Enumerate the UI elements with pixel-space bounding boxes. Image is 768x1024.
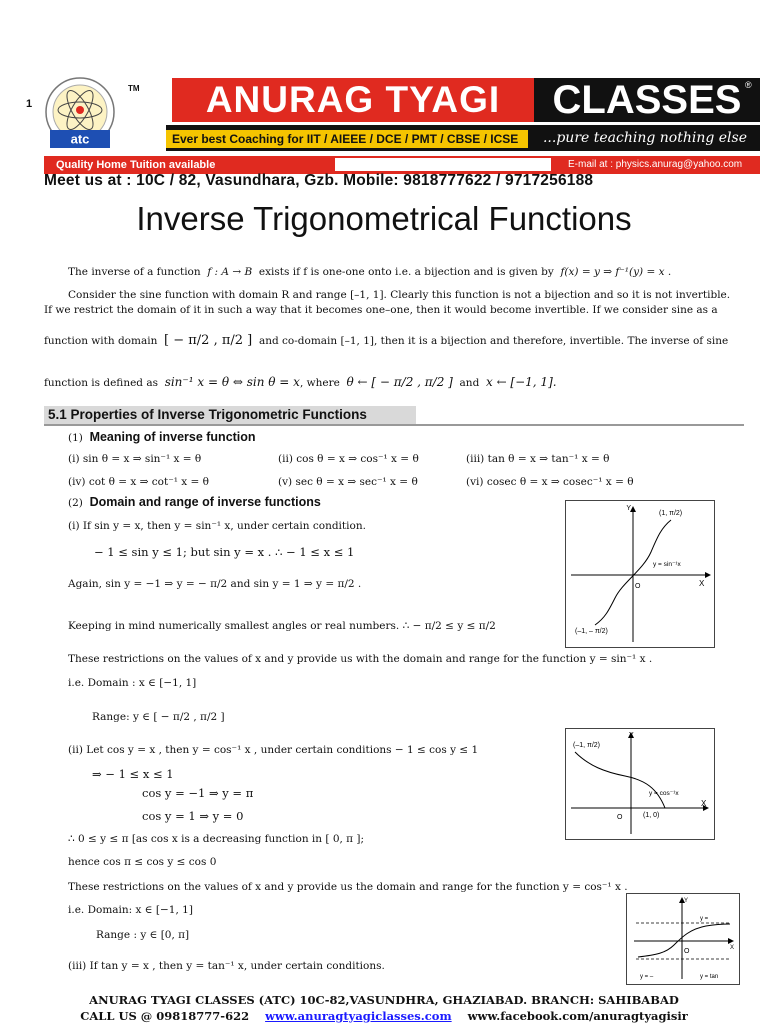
registered-mark: ®: [745, 80, 752, 90]
svg-text:O: O: [635, 583, 641, 590]
meaning-row-2c: (vi) cosec θ = x ⇒ cosec⁻¹ x = θ: [466, 476, 634, 488]
footer-website-link[interactable]: www.anuragtyagiclasses.com: [265, 1009, 452, 1023]
sin-line-7: Range: y ∈ [ − π/2 , π/2 ]: [92, 711, 225, 723]
meaning-row-2b: (v) sec θ = x ⇒ sec⁻¹ x = θ: [278, 476, 418, 488]
meaning-row-1c: (iii) tan θ = x ⇒ tan⁻¹ x = θ: [466, 453, 610, 465]
cos-line-9: Range : y ∈ [0, π]: [96, 929, 190, 941]
website-text[interactable]: Website : www.anuragtyagiclasses.com: [335, 158, 551, 171]
meaning-row-2a: (iv) cot θ = x ⇒ cot⁻¹ x = θ: [68, 476, 209, 488]
svg-text:Y: Y: [629, 732, 634, 739]
tan-line-1: (iii) If tan y = x , then y = tan⁻¹ x, under certain conditions.: [68, 960, 385, 972]
svg-text:y = –: y = –: [640, 974, 654, 980]
sin-line-4: Keeping in mind numerically smallest angles or real numbers. ∴ − π/2 ≤ y ≤ π/2: [68, 620, 496, 632]
footer-facebook-link[interactable]: www.facebook.com/anuragtyagisir: [467, 1009, 688, 1023]
cos-line-3: cos y = −1 ⇒ y = π: [142, 786, 254, 800]
svg-text:X: X: [699, 579, 705, 588]
page-number: 1: [26, 98, 33, 110]
sin-line-3: Again, sin y = −1 ⇒ y = − π/2 and sin y = 1 ⇒ y = π/2 .: [68, 578, 362, 590]
svg-text:Y: Y: [626, 505, 631, 512]
cos-line-8: i.e. Domain: x ∈ [−1, 1]: [68, 904, 193, 916]
email-text[interactable]: E-mail at : physics.anurag@yahoo.com: [568, 159, 743, 170]
intro-line-5: function is defined as sin⁻¹ x = θ ⇔ sin θ = x, where θ ← [ − π/2 , π/2 ] and x ← [−1, 1].: [44, 375, 557, 389]
intro-line-1: The inverse of a function f : A → B exists if f is one-one onto i.e. a bijection and is given by f(x) = y ⇒ f⁻¹(y) = x .: [68, 266, 672, 278]
graph-arccos: [565, 728, 715, 840]
coaching-banner: Ever best Coaching for IIT / AIEEE / DCE / PMT / CBSE / ICSE: [166, 130, 528, 148]
cos-line-6: hence cos π ≤ cos y ≤ cos 0: [68, 856, 217, 868]
sin-line-5: These restrictions on the values of x and y provide us with the domain and range for the function y = sin⁻¹ x .: [68, 653, 653, 665]
svg-text:X: X: [701, 799, 707, 808]
intro-line-2: Consider the sine function with domain R and range [–1, 1]. Clearly this function is not a bijection and so it is not invertible.: [68, 289, 731, 301]
svg-text:y =: y =: [700, 916, 709, 922]
svg-text:(1, 0): (1, 0): [643, 812, 660, 819]
meaning-heading: (1) Meaning of inverse function: [68, 430, 256, 444]
domain-heading: (2) Domain and range of inverse functions: [68, 495, 321, 509]
footer-phone: CALL US @ 09818777-622: [80, 1009, 250, 1023]
trademark: TM: [128, 84, 140, 93]
svg-text:Y: Y: [684, 898, 689, 904]
sin-line-6: i.e. Domain : x ∈ [−1, 1]: [68, 677, 197, 689]
brand-name: ANURAG TYAGI: [172, 78, 534, 122]
svg-text:y = tan: y = tan: [700, 974, 719, 980]
svg-text:(–1, π/2): (–1, π/2): [573, 742, 601, 749]
section-rule: [44, 424, 744, 426]
svg-text:(–1, – π/2): (–1, – π/2): [575, 628, 608, 635]
cos-line-4: cos y = 1 ⇒ y = 0: [142, 809, 244, 823]
svg-text:y = cos⁻¹x: y = cos⁻¹x: [649, 790, 679, 797]
brand-classes: CLASSES: [534, 78, 760, 122]
meaning-row-1a: (i) sin θ = x ⇒ sin⁻¹ x = θ: [68, 453, 202, 465]
tagline: ...pure teaching nothing else: [542, 130, 747, 146]
address-line: Meet us at : 10C / 82, Vasundhara, Gzb. Mobile: 9818777622 / 9717256188: [44, 172, 594, 189]
graph-arctan: [626, 893, 740, 985]
svg-text:(1, π/2): (1, π/2): [659, 510, 683, 517]
svg-text:atc: atc: [70, 131, 90, 147]
cos-line-7: These restrictions on the values of x and y provide us the domain and range for the function y = cos⁻¹ x .: [68, 881, 628, 893]
cos-line-1: (ii) Let cos y = x , then y = cos⁻¹ x , under certain conditions − 1 ≤ cos y ≤ 1: [68, 744, 479, 756]
meaning-row-1b: (ii) cos θ = x ⇒ cos⁻¹ x = θ: [278, 453, 419, 465]
cos-line-5: ∴ 0 ≤ y ≤ π [as cos x is a decreasing function in [ 0, π ];: [68, 833, 365, 845]
tuition-text: Quality Home Tuition available: [56, 159, 216, 171]
sin-line-1: (i) If sin y = x, then y = sin⁻¹ x, under certain condition.: [68, 520, 366, 532]
footer-contact: [0, 1009, 768, 1023]
section-heading: 5.1 Properties of Inverse Trigonometric Functions: [44, 406, 416, 424]
sin-line-2: − 1 ≤ sin y ≤ 1; but sin y = x . ∴ − 1 ≤ x ≤ 1: [94, 545, 355, 559]
page-title: Inverse Trigonometrical Functions: [136, 200, 632, 237]
svg-text:O: O: [684, 948, 690, 955]
graph-arcsin: [565, 500, 715, 648]
svg-text:X: X: [730, 945, 735, 951]
svg-text:y = sin⁻¹x: y = sin⁻¹x: [653, 561, 681, 568]
intro-line-3: If we restrict the domain of it in such a way that it becomes one–one, then it would become invertible. If we consider sine as a: [44, 304, 718, 316]
svg-text:O: O: [617, 814, 623, 821]
intro-line-4: function with domain [ − π/2 , π/2 ] and co-domain [–1, 1], then it is a bijection and therefore, invertible. The inverse of sine: [44, 333, 729, 348]
footer-address: ANURAG TYAGI CLASSES (ATC) 10C-82,VASUNDHRA, GHAZIABAD. BRANCH: SAHIBABAD: [89, 993, 679, 1007]
cos-line-2: ⇒ − 1 ≤ x ≤ 1: [92, 767, 174, 781]
